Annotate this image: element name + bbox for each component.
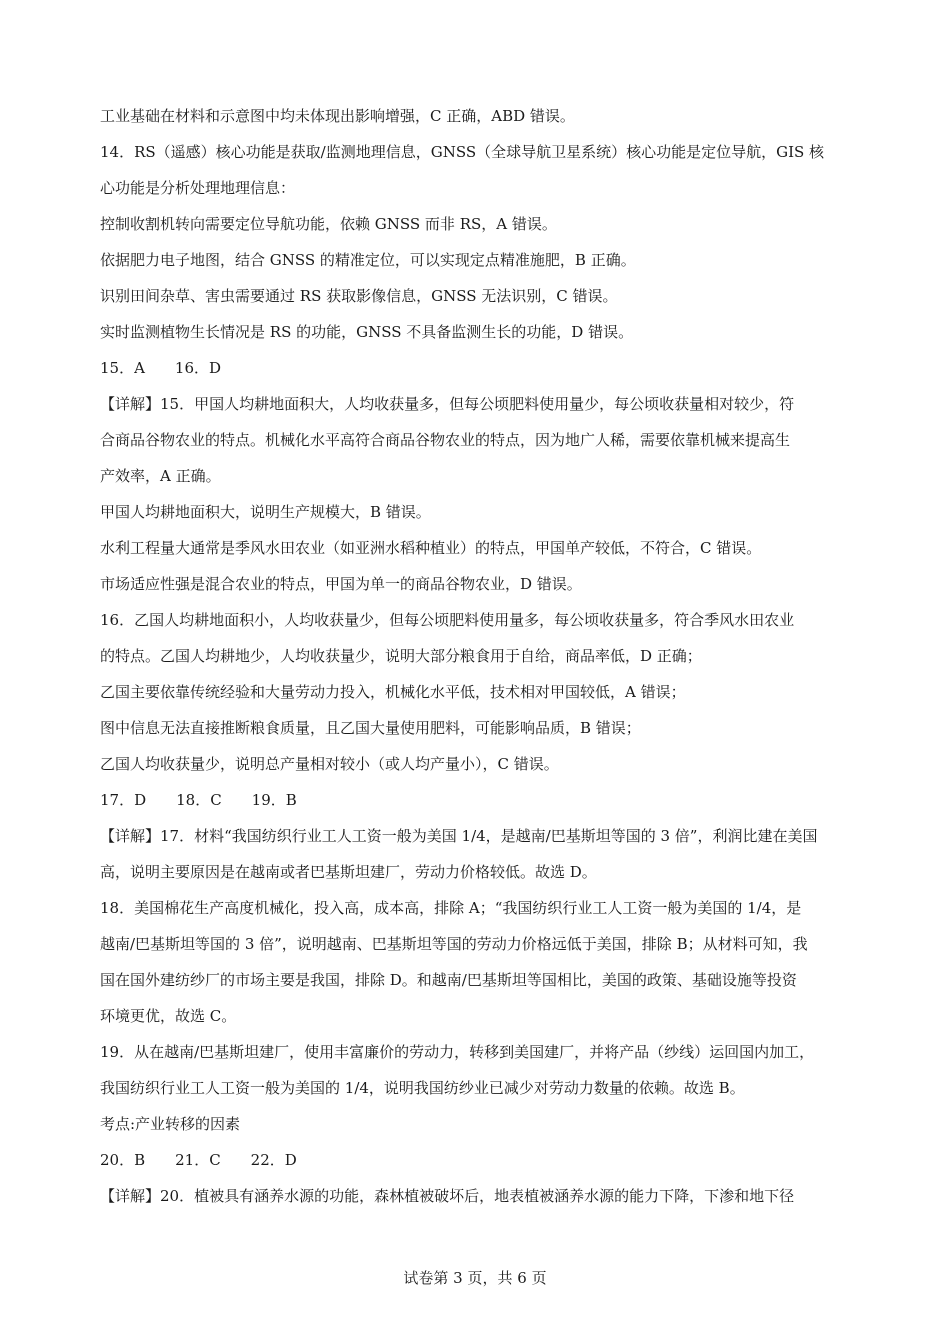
text-line: 水利工程量大通常是季风水田农业（如亚洲水稻种植业）的特点，甲国单产较低，不符合，C 错误。: [100, 539, 762, 557]
answer-key-line: 17．D 18．C 19．B: [100, 791, 297, 809]
text-line: 识别田间杂草、害虫需要通过 RS 获取影像信息，GNSS 无法识别，C 错误。: [100, 287, 618, 305]
text-line: 依据肥力电子地图，结合 GNSS 的精准定位，可以实现定点精准施肥，B 正确。: [100, 251, 636, 269]
text-line: 【详解】17．材料“我国纺织行业工人工资一般为美国 1/4，是越南/巴基斯坦等国的 3 倍”，利润比建在美国: [100, 827, 818, 845]
answer-key-line: 15．A 16．D: [100, 359, 222, 377]
page-footer: 试卷第 3 页，共 6 页: [403, 1269, 547, 1287]
text-line: 图中信息无法直接推断粮食质量，且乙国大量使用肥料，可能影响品质，B 错误；: [100, 719, 641, 737]
text-line: 【详解】20．植被具有涵养水源的功能，森林植被破坏后，地表植被涵养水源的能力下降，下渗和地下径: [100, 1187, 795, 1205]
text-line: 国在国外建纺纱厂的市场主要是我国，排除 D。和越南/巴基斯坦等国相比，美国的政策、基础设施等投资: [100, 971, 797, 989]
text-line: 市场适应性强是混合农业的特点，甲国为单一的商品谷物农业，D 错误。: [100, 575, 582, 593]
text-line: 工业基础在材料和示意图中均未体现出影响增强，C 正确，ABD 错误。: [100, 107, 575, 125]
text-line: 考点:产业转移的因素: [100, 1115, 241, 1133]
text-line: 我国纺织行业工人工资一般为美国的 1/4，说明我国纺纱业已减少对劳动力数量的依赖。故选 B。: [100, 1079, 745, 1097]
text-line: 14．RS（遥感）核心功能是获取/监测地理信息，GNSS（全球导航卫星系统）核心功能是定位导航，GIS 核: [100, 143, 825, 161]
text-line: 控制收割机转向需要定位导航功能，依赖 GNSS 而非 RS，A 错误。: [100, 215, 557, 233]
text-line: 高，说明主要原因是在越南或者巴基斯坦建厂，劳动力价格较低。故选 D。: [100, 863, 597, 881]
text-line: 心功能是分析处理地理信息：: [100, 179, 296, 197]
text-line: 【详解】15．甲国人均耕地面积大，人均收获量多，但每公顷肥料使用量少，每公顷收获量相对较少，符: [100, 395, 795, 413]
text-line: 的特点。乙国人均耕地少，人均收获量少，说明大部分粮食用于自给，商品率低，D 正确；: [100, 647, 702, 665]
text-line: 越南/巴基斯坦等国的 3 倍”，说明越南、巴基斯坦等国的劳动力价格远低于美国，排除 B；从材料可知，我: [100, 935, 808, 953]
text-line: 实时监测植物生长情况是 RS 的功能，GNSS 不具备监测生长的功能，D 错误。: [100, 323, 634, 341]
answer-key-line: 20．B 21．C 22．D: [100, 1151, 297, 1169]
answer-text-body: [100, 98, 862, 1214]
text-line: 产效率，A 正确。: [100, 467, 221, 485]
text-line: 18．美国棉花生产高度机械化，投入高，成本高，排除 A；“我国纺织行业工人工资一般为美国的 1/4，是: [100, 899, 802, 917]
text-line: 乙国主要依靠传统经验和大量劳动力投入，机械化水平低，技术相对甲国较低，A 错误；: [100, 683, 686, 701]
text-line: 甲国人均耕地面积大，说明生产规模大，B 错误。: [100, 503, 431, 521]
text-line: 合商品谷物农业的特点。机械化水平高符合商品谷物农业的特点，因为地广人稀，需要依靠机械来提高生: [100, 431, 791, 449]
text-line: 16．乙国人均耕地面积小，人均收获量少，但每公顷肥料使用量多，每公顷收获量多，符合季风水田农业: [100, 611, 795, 629]
text-line: 19．从在越南/巴基斯坦建厂，使用丰富廉价的劳动力，转移到美国建厂，并将产品（纱线）运回国内加工，: [100, 1043, 815, 1061]
text-line: 乙国人均收获量少，说明总产量相对较小（或人均产量小），C 错误。: [100, 755, 559, 773]
text-line: 环境更优，故选 C。: [100, 1007, 237, 1025]
